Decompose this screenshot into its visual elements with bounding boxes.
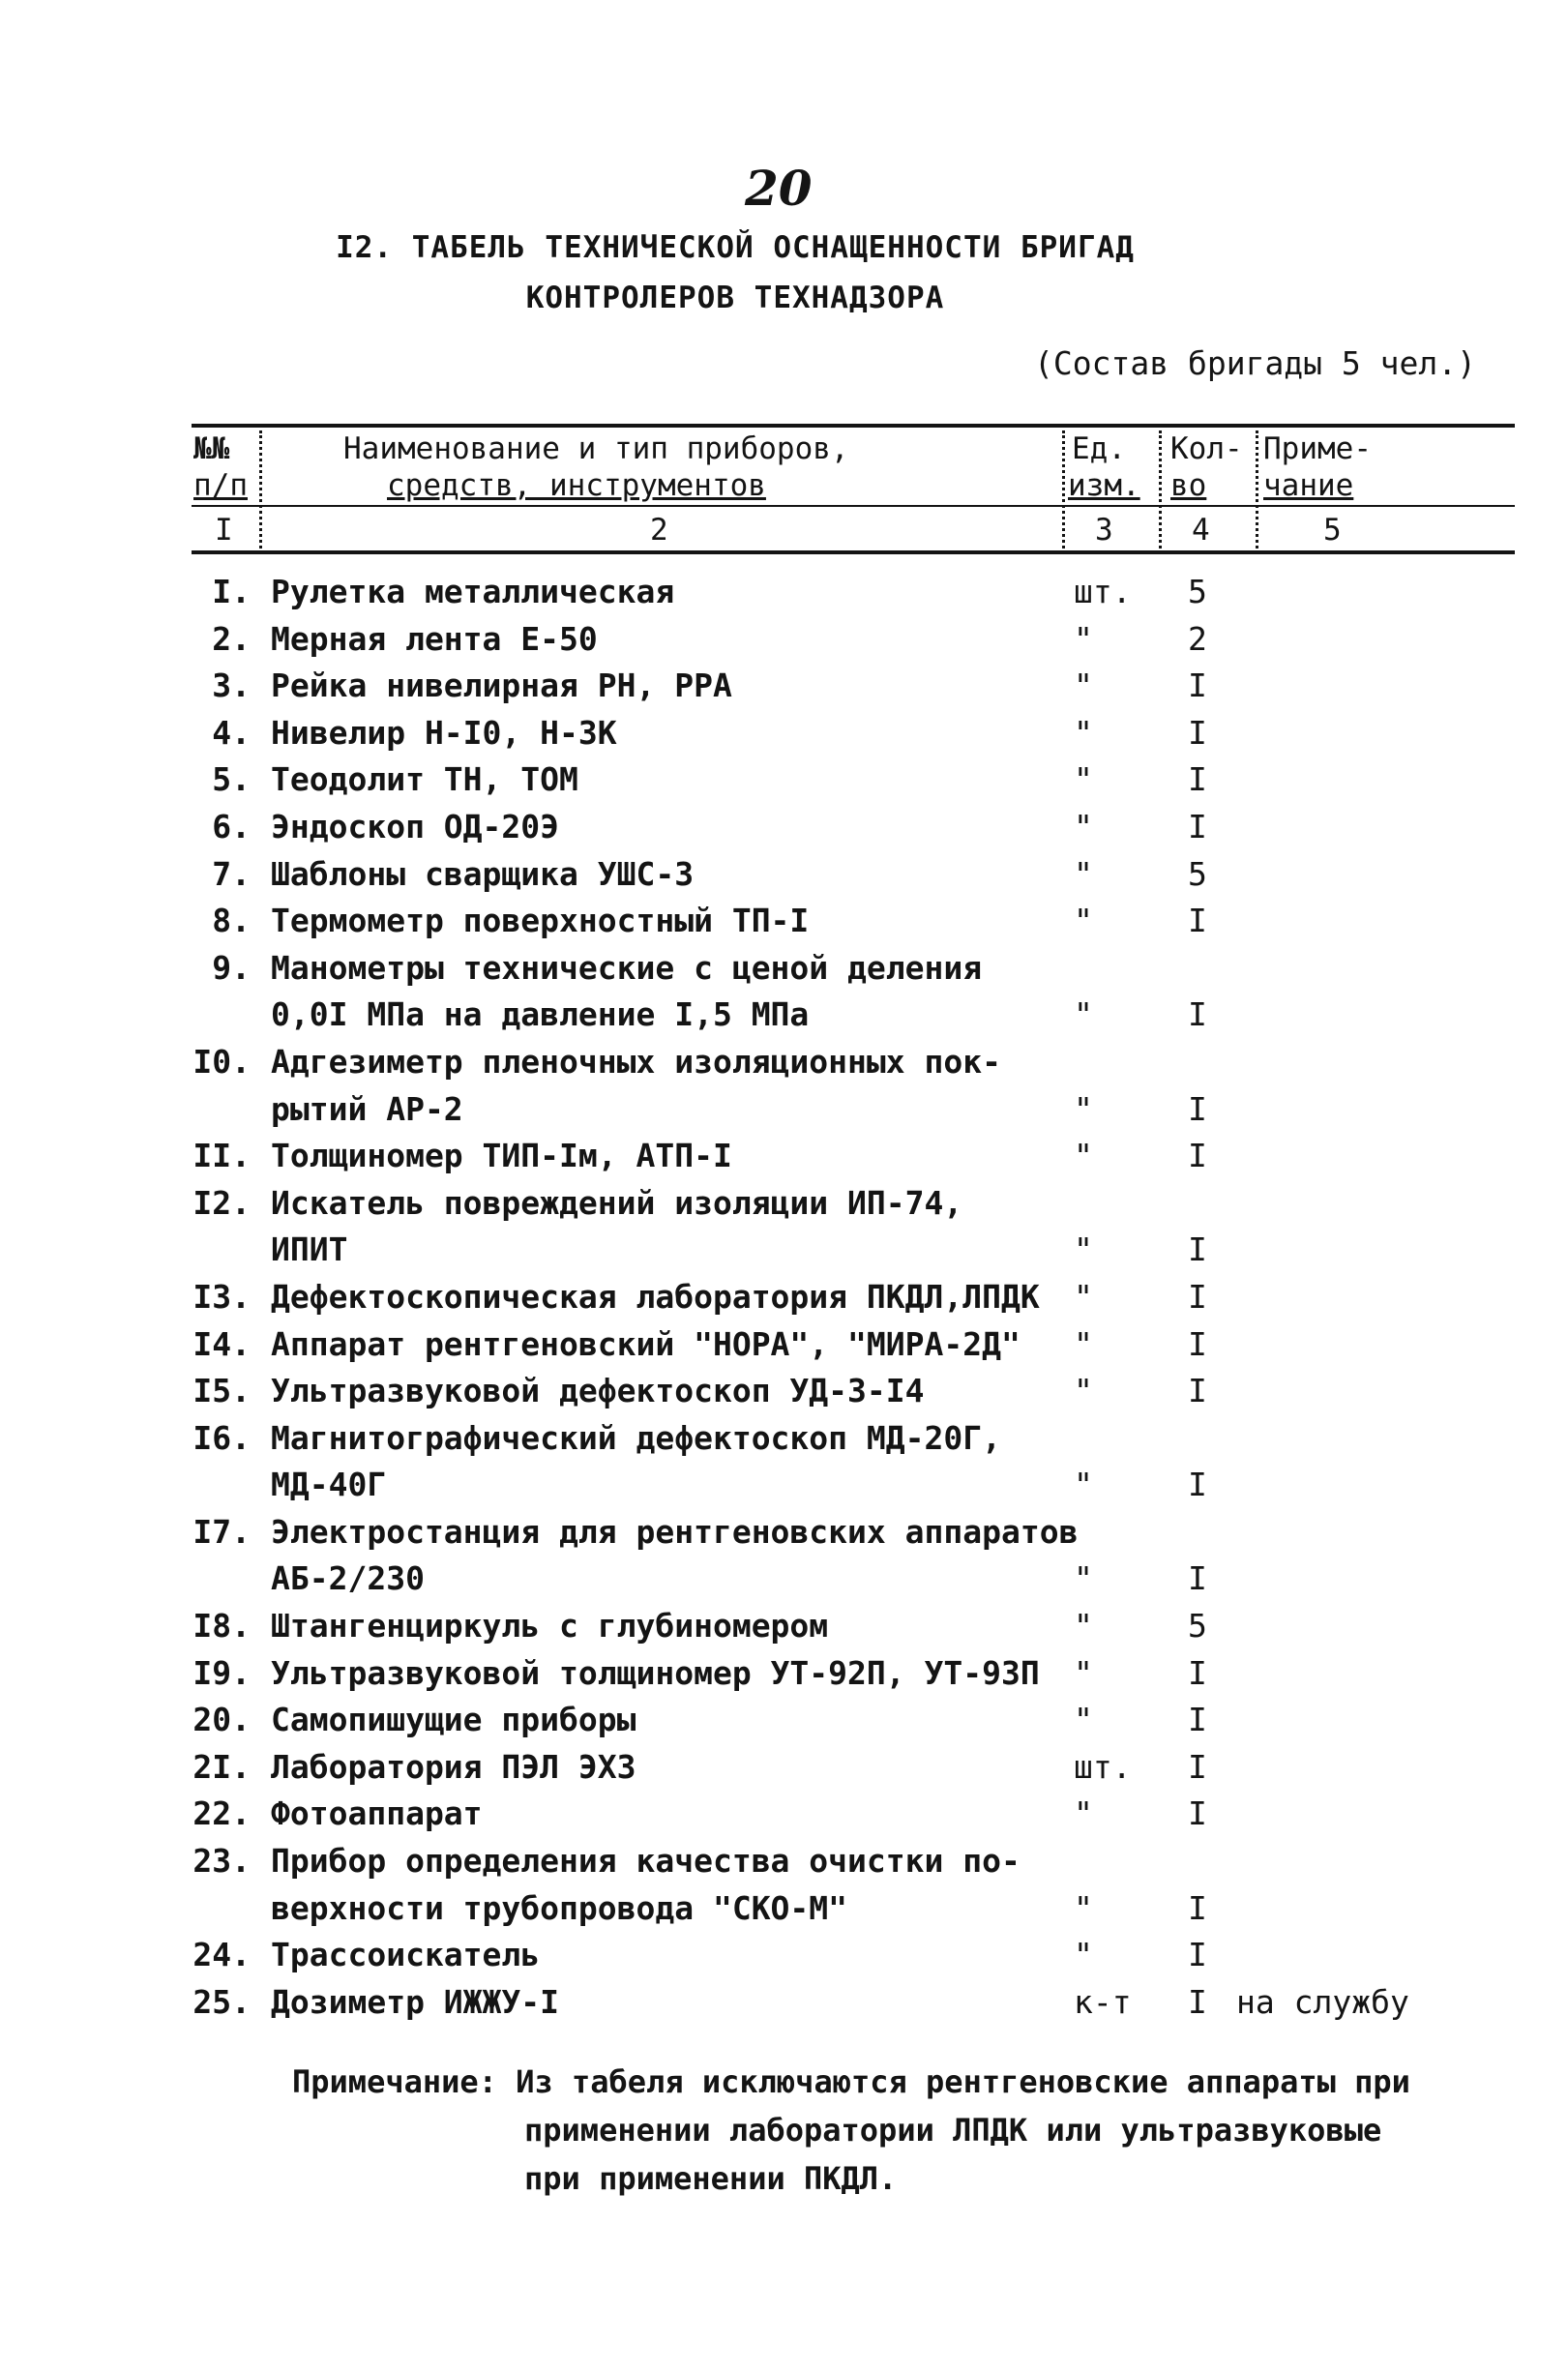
table-row [0,1791,1568,1838]
item-quantity: I [1188,1888,1207,1927]
table-row [0,1321,1568,1369]
table-row [0,1133,1568,1180]
item-name: Аппарат рентгеновский "НОРА", "МИРА-2Д" [271,1324,1021,1363]
header-name-bottom: средств, инструментов [387,468,766,503]
header-name-top: Наименование и тип приборов, [343,431,849,466]
table-row [0,1979,1568,2027]
item-number: 4. [212,713,251,752]
item-name: Дозиметр ИЖЖУ-I [271,1982,560,2021]
column-number: I [215,513,233,548]
item-name: Штангенциркуль с глубиномером [271,1607,829,1646]
table-row [0,1415,1568,1463]
item-name: Термометр поверхностный ТП-I [271,902,810,940]
item-number: I. [212,573,251,610]
item-unit: шт. [1074,1747,1132,1786]
item-number: 3. [212,667,251,705]
item-number: I3. [192,1277,251,1316]
item-quantity: I [1188,1936,1207,1974]
item-name: ИПИТ [271,1230,348,1269]
item-quantity: I [1188,1653,1207,1692]
header-mid-rule [192,505,1515,507]
item-name: Рейка нивелирная РН, РРА [271,667,732,705]
item-number: 6. [212,807,251,845]
item-name: Лаборатория ПЭЛ ЭХЗ [271,1747,636,1786]
item-number: 2. [212,619,251,658]
item-name: Толщиномер ТИП-Iм, АТП-I [271,1137,732,1175]
item-name: АБ-2/230 [271,1559,425,1598]
table-row [0,898,1568,945]
item-quantity: I [1188,902,1207,940]
item-quantity: I [1188,1324,1207,1363]
item-quantity: I [1188,1559,1207,1598]
header-top-rule [192,424,1515,428]
item-name: Ультразвуковой дефектоскоп УД-3-I4 [271,1372,925,1410]
item-quantity: I [1188,1372,1207,1410]
column-divider [1062,430,1065,549]
item-name: рытий АР-2 [271,1089,463,1128]
header-num-bottom: п/п [193,468,248,503]
item-number: I5. [192,1372,251,1410]
brigade-composition: (Состав бригады 5 чел.) [1034,344,1476,382]
footnote-line: при применении ПКДЛ. [524,2160,898,2197]
table-row [0,1086,1568,1134]
column-number: 4 [1192,513,1210,548]
item-name: 0,0I МПа на давление I,5 МПа [271,995,810,1034]
item-quantity: I [1188,1089,1207,1128]
header-bottom-rule [192,550,1515,554]
item-number: I2. [192,1183,251,1222]
table-row [0,1462,1568,1509]
item-quantity: I [1188,1277,1207,1316]
table-row [0,1932,1568,1979]
item-unit: шт. [1074,573,1132,610]
item-note: на службу [1236,1982,1409,2021]
item-name: Мерная лента Е-50 [271,619,598,658]
item-name: Шаблоны сварщика УШС-3 [271,854,695,893]
item-name: Эндоскоп ОД-20Э [271,807,560,845]
item-quantity: 5 [1188,854,1207,893]
table-row [0,1603,1568,1650]
item-unit: " [1074,1607,1093,1646]
item-quantity: 5 [1188,573,1207,610]
item-unit: " [1074,1230,1093,1269]
item-unit: " [1074,1888,1093,1927]
item-number: 24. [192,1936,251,1974]
item-unit: " [1074,807,1093,845]
item-quantity: I [1188,995,1207,1034]
table-row [0,1227,1568,1274]
item-unit: " [1074,1089,1093,1128]
table-row [0,804,1568,851]
item-unit: " [1074,854,1093,893]
table-row [0,1039,1568,1086]
column-divider [1159,430,1162,549]
item-unit: " [1074,667,1093,705]
item-number: I4. [192,1324,251,1363]
item-name: Нивелир Н-I0, Н-3К [271,713,617,752]
table-row [0,945,1568,993]
item-number: 20. [192,1701,251,1739]
item-name: Искатель повреждений изоляции ИП-74, [271,1183,963,1222]
item-quantity: I [1188,1466,1207,1504]
table-row [0,1368,1568,1415]
item-quantity: I [1188,713,1207,752]
item-unit: " [1074,1794,1093,1833]
item-unit: " [1074,760,1093,799]
item-quantity: I [1188,1982,1207,2021]
header-note-bottom: чание [1263,468,1354,503]
column-number: 3 [1095,513,1113,548]
item-name: Манометры технические с ценой деления [271,948,983,987]
item-unit: " [1074,713,1093,752]
item-name: Дефектоскопическая лаборатория ПКДЛ,ЛПДК [271,1277,1040,1316]
item-quantity: 2 [1188,619,1207,658]
item-quantity: I [1188,1137,1207,1175]
item-name: верхности трубопровода "СКО-М" [271,1888,848,1927]
footnote [292,2058,1410,2203]
item-name: Фотоаппарат [271,1794,483,1833]
equipment-list [0,569,1568,2026]
item-name: Магнитографический дефектоскоп МД-20Г, [271,1418,1001,1457]
item-name: Самопишущие приборы [271,1701,636,1739]
item-number: I0. [192,1042,251,1081]
item-number: 25. [192,1982,251,2021]
item-number: 23. [192,1842,251,1881]
table-row [0,616,1568,664]
item-unit: " [1074,995,1093,1034]
column-number: 2 [650,513,668,548]
table-row [0,1650,1568,1698]
item-number: I6. [192,1418,251,1457]
item-number: I9. [192,1653,251,1692]
header-unit-bottom: изм. [1068,468,1140,503]
table-row [0,1744,1568,1792]
item-unit: " [1074,1372,1093,1410]
item-unit: " [1074,1137,1093,1175]
table-row [0,992,1568,1039]
column-divider [259,430,262,549]
item-quantity: I [1188,1230,1207,1269]
item-quantity: I [1188,1747,1207,1786]
item-unit: " [1074,1653,1093,1692]
item-name: МД-40Г [271,1466,387,1504]
item-quantity: I [1188,807,1207,845]
header-qty-top: Кол- [1170,431,1243,466]
item-quantity: I [1188,760,1207,799]
table-row [0,1509,1568,1557]
table-title-line-1: I2. ТАБЕЛЬ ТЕХНИЧЕСКОЙ ОСНАЩЕННОСТИ БРИГАД [336,230,1135,265]
item-number: 22. [192,1794,251,1833]
footnote-line: Примечание: Из табеля исключаются рентгеновские аппараты при [292,2063,1410,2100]
table-row [0,1274,1568,1321]
header-qty-bottom: во [1170,468,1207,503]
item-name: Адгезиметр пленочных изоляционных пок- [271,1042,1001,1081]
item-number: 5. [212,760,251,799]
item-quantity: I [1188,1701,1207,1739]
item-number: 2I. [192,1747,251,1786]
header-num-top: №№ [193,431,230,466]
table-row [0,710,1568,757]
table-row [0,1697,1568,1744]
item-number: II. [192,1137,251,1175]
table-row [0,1556,1568,1603]
item-number: I8. [192,1607,251,1646]
item-name: Трассоискатель [271,1936,541,1974]
table-row [0,1838,1568,1885]
page-number: 20 [745,160,813,217]
table-title-line-2: КОНТРОЛЕРОВ ТЕХНАДЗОРА [525,281,945,315]
item-unit: " [1074,1466,1093,1504]
item-number: 9. [212,948,251,987]
header-unit-top: Ед. [1072,431,1126,466]
item-unit: к-т [1074,1982,1132,2021]
item-name: Ультразвуковой толщиномер УТ-92П, УТ-93П [271,1653,1040,1692]
header-note-top: Приме- [1263,431,1372,466]
item-unit: " [1074,619,1093,658]
item-name: Теодолит ТН, ТОМ [271,760,578,799]
item-name: Прибор определения качества очистки по- [271,1842,1021,1881]
table-row [0,569,1568,616]
column-divider [1256,430,1258,549]
table-row [0,663,1568,710]
item-number: 7. [212,854,251,893]
item-quantity: 5 [1188,1607,1207,1646]
item-quantity: I [1188,667,1207,705]
table-row [0,851,1568,899]
item-unit: " [1074,1559,1093,1598]
item-number: 8. [212,902,251,940]
item-unit: " [1074,1701,1093,1739]
table-row [0,756,1568,804]
item-name: Электростанция для рентгеновских аппаратов [271,1512,1079,1551]
item-name: Рулетка металлическая [271,573,675,610]
footnote-line: применении лаборатории ЛПДК или ультразвуковые [524,2112,1382,2149]
item-unit: " [1074,1277,1093,1316]
item-quantity: I [1188,1794,1207,1833]
item-number: I7. [192,1512,251,1551]
table-row [0,1180,1568,1228]
item-unit: " [1074,1324,1093,1363]
column-number: 5 [1323,513,1342,548]
table-row [0,1885,1568,1933]
item-unit: " [1074,902,1093,940]
item-unit: " [1074,1936,1093,1974]
